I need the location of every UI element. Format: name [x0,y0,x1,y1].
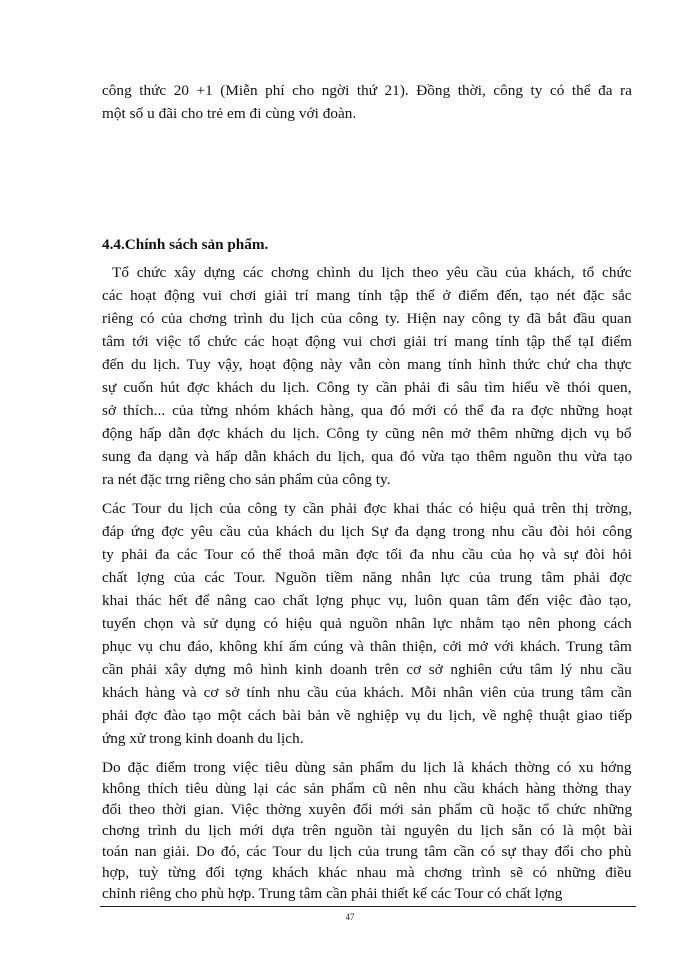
text-line: công thức 20 +1 (Miễn phí cho ngời thứ 21). Đồng thời, công ty có thể đa ra [102,82,632,99]
text-line: Tổ chức xây dựng các chơng chình du lịch theo yêu cầu của khách, tổ chức [112,264,632,281]
text-line: Do đặc điểm trong việc tiêu dùng sản phẩm du lịch là khách thờng có xu hớng [102,759,632,776]
text-line: chơng trình du lịch mới dựa trên nguồn tài nguyên du lịch sẵn có là một bài [102,822,633,839]
text-line: một số u đãi cho trẻ em đi cùng với đoàn. [102,105,357,122]
text-line: các hoạt động vui chơi giải trí mang tính tập thể ở điểm đến, tạo nét đặc sắc [102,287,632,304]
page-number: 47 [345,912,355,922]
text-line: hợp, tuỳ từng đối tợng khách khác nhau mà chơng trình sẽ có những điều [102,864,632,881]
text-line: ra nét đặc trng riêng cho sản phẩm của công ty. [102,471,391,488]
text-line: khai thác hết để nâng cao chất lợng phục vụ, luôn quan tâm đến việc đào tạo, [102,592,632,609]
text-line: động hấp dẫn đợc khách du lịch. Công ty cũng nên mở thêm những dịch vụ bổ [102,425,632,442]
text-line: sự cuốn hút đợc khách du lịch. Công ty cần phải đi sâu tìm hiểu về thói quen, [102,379,632,396]
text-line: Các Tour du lịch của công ty cần phải đợc khai thác có hiệu quả trên thị trờng, [102,500,633,517]
section-heading: 4.4.Chính sách sản phẩm. [102,236,269,253]
text-line: cần phải xây dựng mô hình kinh doanh trên cơ sở nghiên cứu tâm lý nhu cầu [102,661,632,678]
text-line: phải đợc đào tạo một cách bài bản về nghiệp vụ du lịch, về nghệ thuật giao tiếp [102,707,633,724]
text-line: phục vụ chu đáo, không khí ấm cúng và thân thiện, cởi mở với khách. Trung tâm [102,638,632,655]
text-line: khách hàng và cơ sở tính nhu cầu của khách. Mỗi nhân viên của trung tâm cần [102,684,632,701]
text-line: đáp ứng đợc yêu cầu của khách du lịch Sự đa dạng trong nhu cầu đòi hỏi công [102,523,633,540]
text-line: sở thích... của từng nhóm khách hàng, qua đó mới có thể đa ra đợc những hoạt [102,402,633,419]
text-line: riêng có của chơng trình du lịch của công ty. Hiện nay công ty đã bắt đầu quan [102,310,632,327]
text-line: ứng xử trong kinh doanh du lịch. [102,730,304,747]
text-line: ty phải đa các Tour có thể thoả mãn đợc tối đa nhu cầu của họ và sự đòi hỏi [102,546,632,563]
text-line: chất lợng của các Tour. Nguồn tiềm năng nhân lực của trung tâm phải đợc [102,569,632,586]
text-line: đổi theo thời gian. Việc thờng xuyên đổi mới sản phẩm cũ hoặc tổ chức những [102,801,633,818]
text-line: tuyển chọn và sử dụng có hiệu quả nguồn nhân lực nhằm tạo nên phong cách [102,615,632,632]
text-line: tâm tới việc tổ chức các hoạt động vui chơi giải trí mang tính tập thể tạI điểm [102,333,633,350]
text-line: không thích tiêu dùng lại các sản phẩm cũ nên nhu cầu khách hàng thờng thay [102,780,632,797]
text-line: toán nan giải. Do đó, các Tour du lịch của trung tâm cần có sự thay đổi cho phù [102,843,632,860]
footer-divider [100,906,636,907]
text-line: sung đa dạng và hấp dẫn khách du lịch, qua đó vừa tạo thêm nguồn thu vừa tạo [102,448,633,465]
text-line: đến du lịch. Tuy vậy, hoạt động này vẫn còn mang tính hình thức chứ cha thực [102,356,632,373]
text-line: chỉnh riêng cho phù hợp. Trung tâm cần phải thiết kế các Tour có chất lợng [102,885,563,902]
